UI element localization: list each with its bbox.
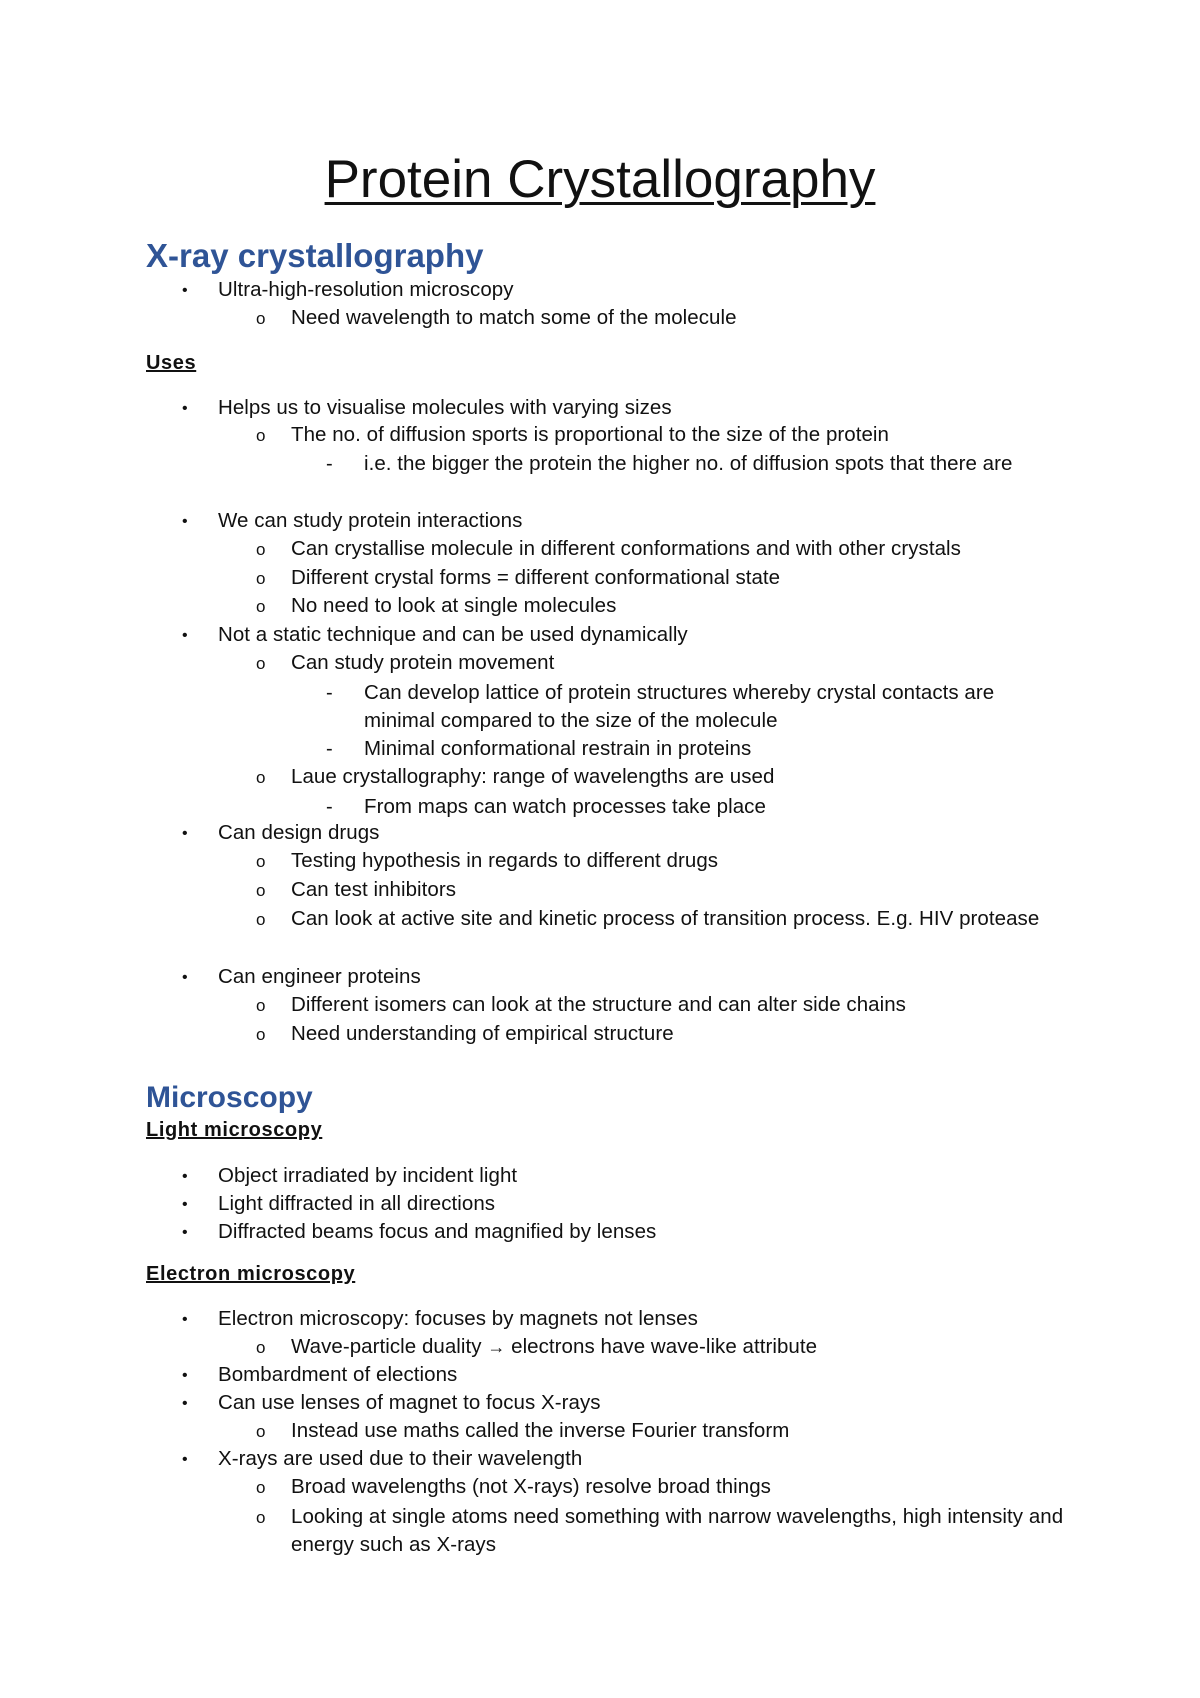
circle-marker: o — [256, 1422, 266, 1441]
list-item — [291, 1333, 1091, 1361]
list-item: Electron microscopy: focuses by magnets not lenses — [218, 1307, 698, 1330]
bullet-marker: • — [182, 1224, 188, 1241]
bullet-marker: • — [182, 825, 188, 842]
bullet-marker: • — [182, 1168, 188, 1185]
circle-marker: o — [256, 852, 266, 871]
list-item: Light diffracted in all directions — [218, 1192, 496, 1215]
section-heading-microscopy: Microscopy — [146, 1081, 313, 1114]
circle-marker: o — [256, 597, 266, 616]
dash-marker: - — [326, 682, 333, 704]
circle-marker: o — [256, 910, 266, 929]
dash-marker: - — [326, 453, 333, 475]
circle-marker: o — [256, 309, 266, 328]
bullet-marker: • — [182, 282, 188, 299]
list-item-text: electrons have wave-like attribute — [511, 1335, 818, 1358]
list-item: Need wavelength to match some of the molecule — [291, 306, 737, 329]
bullet-marker: • — [182, 1311, 188, 1328]
list-item: Can look at active site and kinetic process of transition process. E.g. HIV protease — [291, 907, 1040, 930]
circle-marker: o — [256, 768, 266, 787]
list-item: Diffracted beams focus and magnified by lenses — [218, 1220, 657, 1243]
list-item: Broad wavelengths (not X-rays) resolve broad things — [291, 1475, 771, 1498]
bullet-marker: • — [182, 1395, 188, 1412]
list-item: Different crystal forms = different conformational state — [291, 566, 781, 589]
bullet-marker: • — [182, 627, 188, 644]
list-item: Laue crystallography: range of wavelengths are used — [291, 765, 775, 788]
list-item: i.e. the bigger the protein the higher no. of diffusion spots that there are — [364, 452, 1013, 475]
circle-marker: o — [256, 426, 266, 445]
circle-marker: o — [256, 996, 266, 1015]
list-item: Can test inhibitors — [291, 878, 457, 901]
list-item: Minimal conformational restrain in proteins — [364, 737, 752, 760]
subheading-electron-microscopy: Electron microscopy — [146, 1263, 356, 1285]
list-item: Can use lenses of magnet to focus X-rays — [218, 1391, 601, 1414]
list-item: Can engineer proteins — [218, 965, 421, 988]
subheading-light-microscopy: Light microscopy — [146, 1119, 323, 1141]
list-item: Helps us to visualise molecules with varying sizes — [218, 396, 672, 419]
list-item: Can study protein movement — [291, 651, 555, 674]
list-item: Looking at single atoms need something with narrow wavelengths, high intensity and energy such as X-rays — [291, 1505, 1064, 1556]
list-item: From maps can watch processes take place — [364, 795, 766, 818]
bullet-marker: • — [182, 1367, 188, 1384]
bullet-marker: • — [182, 400, 188, 417]
list-item: Testing hypothesis in regards to different drugs — [291, 849, 719, 872]
circle-marker: o — [256, 1025, 266, 1044]
circle-marker: o — [256, 569, 266, 588]
circle-marker: o — [256, 1478, 266, 1497]
bullet-marker: • — [182, 969, 188, 986]
bullet-marker: • — [182, 1451, 188, 1468]
circle-marker: o — [256, 654, 266, 673]
list-item: Can design drugs — [218, 821, 380, 844]
section-heading-xray: X-ray crystallography — [146, 237, 484, 274]
list-item: Different isomers can look at the structure and can alter side chains — [291, 993, 906, 1016]
circle-marker: o — [256, 1338, 266, 1357]
list-item: Can develop lattice of protein structures whereby crystal contacts are minimal compared to the size of the molecule — [364, 681, 995, 732]
list-item: X-rays are used due to their wavelength — [218, 1447, 583, 1470]
arrow-right-icon: → — [487, 1337, 506, 1357]
list-item: Need understanding of empirical structure — [291, 1022, 674, 1045]
list-item-text: Wave-particle duality — [291, 1335, 482, 1358]
bullet-marker: • — [182, 513, 188, 530]
list-item: We can study protein interactions — [218, 509, 523, 532]
list-item: Instead use maths called the inverse Fourier transform — [291, 1419, 790, 1442]
list-item: No need to look at single molecules — [291, 594, 617, 617]
list-item: Object irradiated by incident light — [218, 1164, 518, 1187]
circle-marker: o — [256, 540, 266, 559]
bullet-marker: • — [182, 1196, 188, 1213]
list-item: The no. of diffusion sports is proportional to the size of the protein — [291, 423, 889, 446]
dash-marker: - — [326, 796, 333, 818]
list-item: Not a static technique and can be used dynamically — [218, 623, 688, 646]
page-title: Protein Crystallography — [324, 150, 876, 209]
list-item: Can crystallise molecule in different conformations and with other crystals — [291, 537, 961, 560]
dash-marker: - — [326, 738, 333, 760]
subheading-uses: Uses — [146, 352, 197, 374]
circle-marker: o — [256, 1508, 266, 1527]
list-item: Bombardment of elections — [218, 1363, 458, 1386]
circle-marker: o — [256, 881, 266, 900]
list-item: Ultra-high-resolution microscopy — [218, 278, 514, 301]
